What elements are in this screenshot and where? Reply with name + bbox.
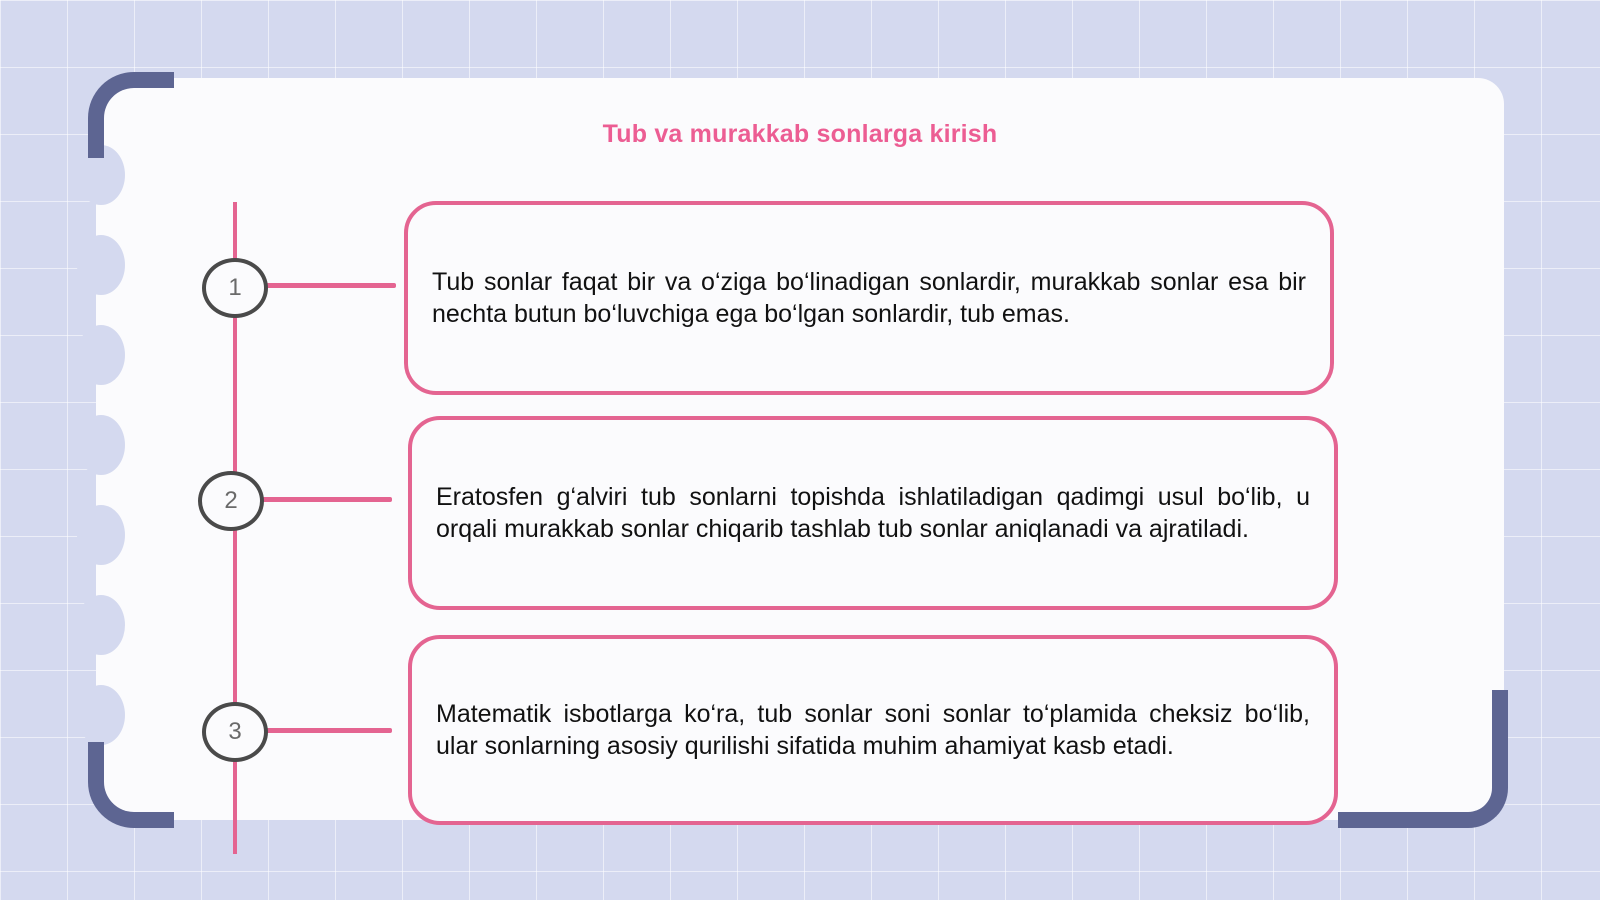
timeline-connector bbox=[262, 497, 392, 502]
step-card-text: Eratosfen g‘alviri tub sonlarni topishda ishlatiladigan qadimgi usul bo‘lib, u orqali murakkab sonlar chiqarib tashlab tub sonlar aniqlanadi va ajratiladi. bbox=[436, 483, 1310, 543]
step-number: 1 bbox=[228, 274, 242, 301]
slide-title: Tub va murakkab sonlarga kirish bbox=[602, 120, 998, 148]
paper-notch bbox=[77, 595, 125, 655]
paper-notch bbox=[77, 505, 125, 565]
step-card bbox=[408, 635, 1338, 825]
step-card bbox=[408, 416, 1338, 610]
frame-corner-top-left bbox=[88, 72, 174, 158]
timeline-connector bbox=[264, 283, 396, 288]
step-number: 3 bbox=[228, 718, 242, 745]
timeline-connector bbox=[264, 728, 392, 733]
frame-corner-bottom-right bbox=[1338, 690, 1508, 828]
step-number-circle bbox=[202, 258, 268, 318]
paper-notch bbox=[77, 325, 125, 385]
step-card-text: Tub sonlar faqat bir va o‘ziga bo‘linadigan sonlardir, murakkab sonlar esa bir nechta butun bo‘luvchiga ega bo‘lgan sonlardir, tub emas. bbox=[432, 268, 1306, 328]
step-number-circle bbox=[202, 702, 268, 762]
paper-notch bbox=[77, 685, 125, 745]
frame-corner-bottom-left bbox=[88, 742, 174, 828]
step-number: 2 bbox=[224, 487, 238, 514]
paper-notch bbox=[77, 235, 125, 295]
step-card bbox=[404, 201, 1334, 395]
paper-notch bbox=[77, 415, 125, 475]
step-card-text: Matematik isbotlarga ko‘ra, tub sonlar soni sonlar to‘plamida cheksiz bo‘lib, ular sonlarning asosiy qurilishi sifatida muhim ahamiyat kasb etadi. bbox=[436, 700, 1310, 760]
step-number-circle bbox=[198, 471, 264, 531]
